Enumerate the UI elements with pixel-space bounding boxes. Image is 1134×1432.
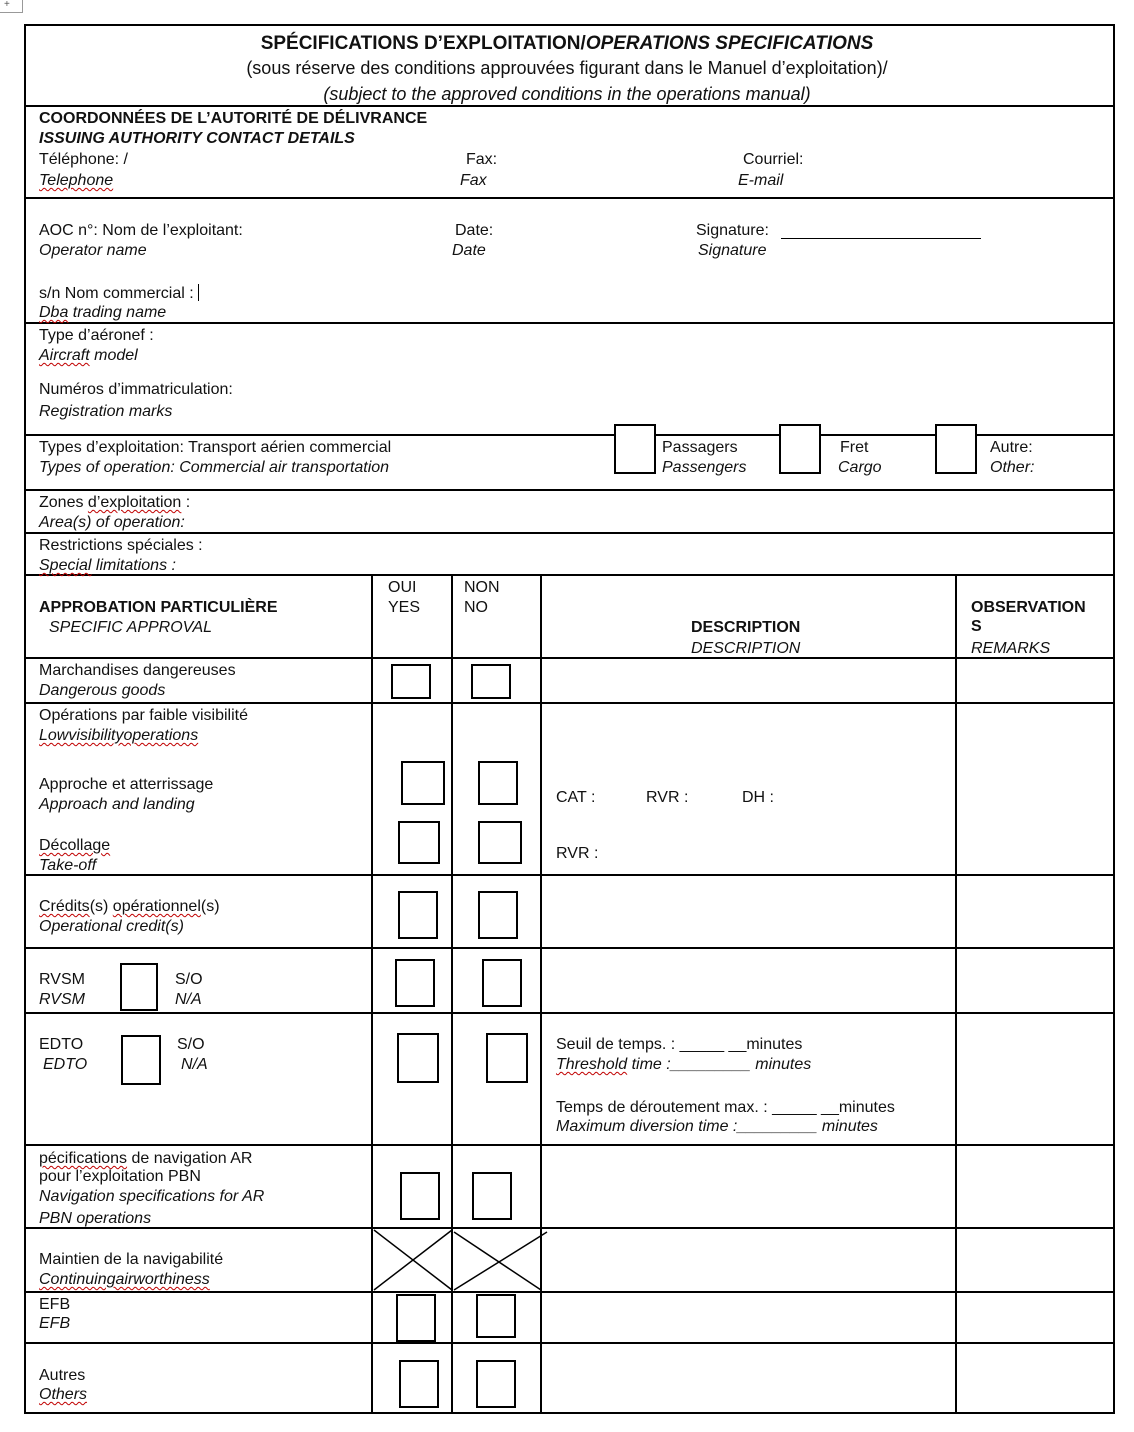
pbn-fr-rest: de navigation AR <box>127 1150 253 1167</box>
operation-types-label-en: Types of operation: Commercial air transportation <box>39 459 390 476</box>
rvsm-label-fr: RVSM <box>39 971 85 988</box>
dangerous-goods-label-en: Dangerous goods <box>39 682 166 699</box>
airworthiness-label-en: Continuingairworthiness <box>39 1271 210 1288</box>
description-header-en: DESCRIPTION <box>691 640 801 657</box>
operational-word: opérationnel <box>112 898 201 915</box>
takeoff-yes-checkbox[interactable] <box>398 821 440 864</box>
credits-yes-checkbox[interactable] <box>398 891 438 939</box>
credits-plural: (s) <box>89 898 113 915</box>
areas-word-2: d’exploitation <box>87 494 182 511</box>
signature-label-fr: Signature: <box>696 222 769 239</box>
rvsm-label-en: RVSM <box>39 991 85 1008</box>
text-cursor <box>198 284 199 301</box>
limitations-label-fr: Restrictions spéciales : <box>39 537 203 554</box>
fax-label-fr: Fax: <box>466 151 498 168</box>
pbn-label-en-line1: Navigation specifications for AR <box>39 1188 265 1205</box>
approach-no-checkbox[interactable] <box>478 761 518 805</box>
rvsm-na-label-en: N/A <box>175 991 202 1008</box>
aircraft-word: Aircraft <box>39 347 90 364</box>
limitations-label-en <box>39 556 176 575</box>
pbn-yes-checkbox[interactable] <box>400 1172 440 1220</box>
edto-label-fr: EDTO <box>39 1036 84 1053</box>
trade-name-dba: Dba <box>39 304 69 321</box>
pbn-specifications-word: pécifications <box>39 1150 128 1167</box>
fax-label-en: Fax <box>460 172 487 189</box>
other-label-en: Other: <box>990 459 1035 476</box>
rvsm-na-checkbox[interactable] <box>120 963 158 1011</box>
edto-na-label-fr: S/O <box>177 1036 205 1053</box>
cargo-label-fr: Fret <box>840 439 869 456</box>
remarks-header-fr: OBSERVATION <box>971 599 1086 616</box>
model-word: model <box>89 347 138 364</box>
no-header-fr: NON <box>464 579 500 596</box>
passengers-label-fr: Passagers <box>662 439 738 456</box>
passengers-checkbox[interactable] <box>614 424 656 474</box>
description-header-fr: DESCRIPTION <box>691 619 801 636</box>
areas-colon: : <box>181 494 191 511</box>
takeoff-label-en: Take-off <box>39 857 97 874</box>
credits-word: Crédits <box>39 898 90 915</box>
dangerous-goods-yes-checkbox[interactable] <box>391 664 431 699</box>
areas-word-1: Zones <box>39 494 88 511</box>
approach-landing-label-fr: Approche et atterrissage <box>39 776 214 793</box>
threshold-label-fr: Seuil de temps. : _____ __minutes <box>556 1036 803 1053</box>
email-label-en: E-mail <box>738 172 784 189</box>
takeoff-rvr-label: RVR : <box>556 845 599 862</box>
date-label-en: Date <box>452 242 486 259</box>
subtitle-en: (subject to the approved conditions in the operations manual) <box>323 84 811 104</box>
trade-name-rest: trading name <box>68 304 167 321</box>
dangerous-goods-no-checkbox[interactable] <box>471 664 511 699</box>
remarks-header-en: REMARKS <box>971 640 1051 657</box>
page-title <box>0 33 1134 55</box>
rvsm-no-checkbox[interactable] <box>482 959 522 1007</box>
takeoff-no-checkbox[interactable] <box>478 821 522 864</box>
authority-heading-fr: COORDONNÉES DE L’AUTORITÉ DE DÉLIVRANCE <box>39 110 428 127</box>
approach-cat-label: CAT : <box>556 789 596 806</box>
edto-no-checkbox[interactable] <box>486 1033 528 1083</box>
approval-header-en: SPECIFIC APPROVAL <box>49 619 213 636</box>
signature-label-en: Signature <box>698 242 767 259</box>
approval-header-fr: APPROBATION PARTICULIÈRE <box>39 599 278 616</box>
title-en: OPERATIONS SPECIFICATIONS <box>585 33 874 54</box>
registration-label-fr: Numéros d’immatriculation: <box>39 381 233 398</box>
email-label-fr: Courriel: <box>743 151 804 168</box>
areas-label-fr <box>39 493 190 512</box>
others-label-en: Others <box>39 1386 88 1403</box>
operational-plural: (s) <box>200 898 220 915</box>
edto-label-en: EDTO <box>43 1056 88 1073</box>
efb-label-fr: EFB <box>39 1296 71 1313</box>
page-corner-marker: + <box>0 0 23 13</box>
aircraft-type-label-fr: Type d’aéronef : <box>39 327 154 344</box>
diversion-label-en: Maximum diversion time :_________ minutes <box>556 1118 878 1135</box>
threshold-rest: time :_________ minutes <box>627 1056 812 1073</box>
pbn-label-fr-line2: pour l’exploitation PBN <box>39 1168 201 1185</box>
authority-heading-en: ISSUING AUTHORITY CONTACT DETAILS <box>39 130 355 147</box>
rvsm-yes-checkbox[interactable] <box>395 959 435 1007</box>
phone-label-fr: Téléphone: / <box>39 151 128 168</box>
aoc-label-en: Operator name <box>39 242 147 259</box>
threshold-label-en <box>556 1055 811 1074</box>
limitations-word: limitations : <box>91 557 176 574</box>
threshold-word: Threshold <box>556 1056 628 1073</box>
subtitle-fr: (sous réserve des conditions approuvées figurant dans le Manuel d’exploitation)/ <box>246 58 888 78</box>
credits-label-fr <box>39 897 220 916</box>
remarks-header-fr-wrap: S <box>971 618 982 635</box>
aoc-label-fr: AOC n°: Nom de l’exploitant: <box>39 222 243 239</box>
other-checkbox[interactable] <box>935 424 977 474</box>
operation-types-label-fr: Types d’exploitation: Transport aérien commercial <box>39 439 392 456</box>
date-label-fr: Date: <box>455 222 494 239</box>
diversion-label-fr: Temps de déroutement max. : _____ __minutes <box>556 1099 895 1116</box>
low-visibility-label-fr: Opérations par faible visibilité <box>39 707 248 724</box>
approach-landing-label-en: Approach and landing <box>39 796 195 813</box>
others-label-fr: Autres <box>39 1367 86 1384</box>
aircraft-type-label-en <box>39 346 138 365</box>
phone-label-en: Telephone <box>39 172 114 189</box>
approach-yes-checkbox[interactable] <box>401 761 445 805</box>
efb-yes-checkbox[interactable] <box>396 1294 436 1342</box>
edto-yes-checkbox[interactable] <box>397 1033 439 1083</box>
pbn-label-en-line2: PBN operations <box>39 1210 152 1227</box>
trade-name-text-fr: s/n Nom commercial : <box>39 285 194 302</box>
cargo-checkbox[interactable] <box>779 424 821 474</box>
registration-label-en: Registration marks <box>39 403 173 420</box>
special-word: Special <box>39 557 92 574</box>
areas-label-en: Area(s) of operation: <box>39 514 185 531</box>
edto-na-label-en: N/A <box>181 1056 208 1073</box>
others-no-checkbox[interactable] <box>476 1360 516 1408</box>
title-fr: SPÉCIFICATIONS D’EXPLOITATION/ <box>260 33 586 54</box>
approach-rvr-label: RVR : <box>646 789 689 806</box>
other-label-fr: Autre: <box>990 439 1033 456</box>
trade-name-label-en <box>39 303 166 322</box>
credits-label-en: Operational credit(s) <box>39 918 184 935</box>
signature-line[interactable] <box>781 238 981 239</box>
credits-no-checkbox[interactable] <box>478 891 518 939</box>
trade-name-label-fr <box>39 284 199 303</box>
dangerous-goods-label-fr: Marchandises dangereuses <box>39 662 236 679</box>
efb-no-checkbox[interactable] <box>476 1294 516 1338</box>
approach-dh-label: DH : <box>742 789 774 806</box>
pbn-no-checkbox[interactable] <box>472 1172 512 1220</box>
cargo-label-en: Cargo <box>838 459 882 476</box>
rvsm-na-label-fr: S/O <box>175 971 203 988</box>
takeoff-label-fr: Décollage <box>39 837 111 854</box>
low-visibility-label-en: Lowvisibilityoperations <box>39 727 199 744</box>
yes-header-en: YES <box>388 599 421 616</box>
no-header-en: NO <box>464 599 488 616</box>
efb-label-en: EFB <box>39 1315 71 1332</box>
yes-header-fr: OUI <box>388 579 417 596</box>
edto-na-checkbox[interactable] <box>121 1035 161 1085</box>
passengers-label-en: Passengers <box>662 459 747 476</box>
airworthiness-label-fr: Maintien de la navigabilité <box>39 1251 224 1268</box>
pbn-label-fr-line1 <box>39 1149 252 1168</box>
others-yes-checkbox[interactable] <box>399 1360 439 1408</box>
